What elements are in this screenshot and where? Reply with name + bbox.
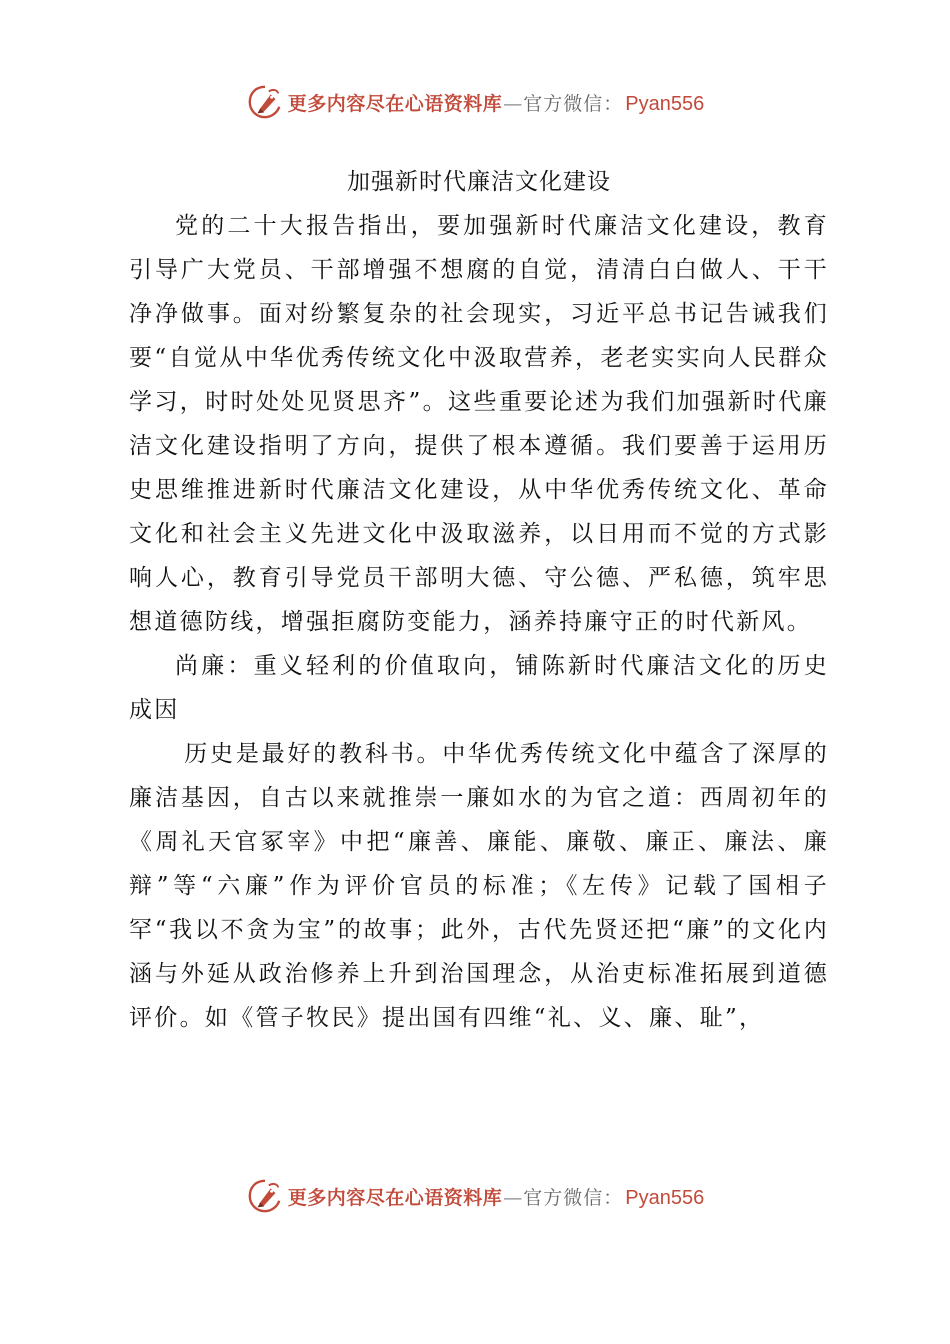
banner-wechat-id: Pyan556: [625, 92, 705, 115]
paragraph-intro: 党的二十大报告指出，要加强新时代廉洁文化建设，教育引导广大党员、干部增强不想腐的自觉，清清白白做人、干干净净做事。面对纷繁复杂的社会现实，习近平总书记告诫我们要“自觉从中华优秀传统文化中汲取营养，老老实实向人民群众学习，时时处处见贤思齐”。这些重要论述为我们加强新时代廉洁文化建设指明了方向，提供了根本遵循。我们要善于运用历史思维推进新时代廉洁文化建设，从中华优秀传统文化、革命文化和社会主义先进文化中汲取滋养，以日用而不觉的方式影响人心，教育引导党员干部明大德、守公德、严私德，筑牢思想道德防线，增强拒腐防变能力，涵养持廉守正的时代新风。: [129, 213, 829, 635]
footer-watermark-banner: [0, 1176, 950, 1216]
paragraph-history: 历史是最好的教科书。中华优秀传统文化中蕴含了深厚的廉洁基因，自古以来就推崇一廉如水的为官之道：西周初年的《周礼天官冢宰》中把“廉善、廉能、廉敬、廉正、廉法、廉辩”等“六廉”作为评价官员的标准；《左传》记载了国相子罕“我以不贪为宝”的故事；此外，古代先贤还把“廉”的文化内涵与外延从政治修养上升到治国理念，从治吏标准拓展到道德评价。如《管子牧民》提出国有四维“礼、义、廉、耻”，: [129, 741, 829, 1031]
banner-main-text: 更多内容尽在心语资料库: [287, 1186, 503, 1209]
pen-nib-logo-icon: [246, 83, 284, 121]
banner-wechat-label: 官方微信：: [523, 1186, 624, 1209]
document-body: [129, 160, 829, 1040]
banner-separator: —: [503, 92, 523, 115]
section-heading: 尚廉：重义轻利的价值取向，铺陈新时代廉洁文化的历史成因: [129, 653, 829, 723]
banner-wechat-label: 官方微信：: [523, 92, 624, 115]
header-watermark-banner: [0, 82, 950, 122]
banner-wechat-id: Pyan556: [625, 1186, 705, 1209]
banner-main-text: 更多内容尽在心语资料库: [287, 92, 503, 115]
document-title: 加强新时代廉洁文化建设: [347, 169, 611, 195]
banner-separator: —: [503, 1186, 523, 1209]
pen-nib-logo-icon: [246, 1177, 284, 1215]
